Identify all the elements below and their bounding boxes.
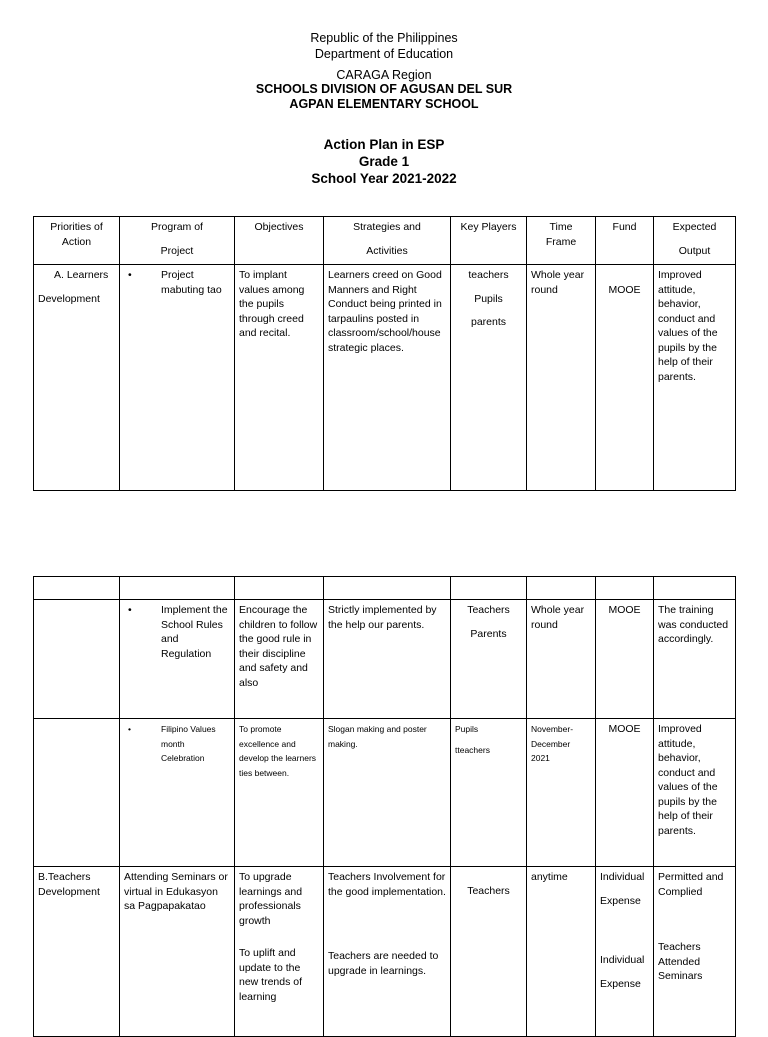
cell-priority <box>34 719 120 867</box>
header-objectives-l1: Objectives <box>254 221 304 233</box>
priority-rest: Development <box>38 292 100 305</box>
fund-1b: Expense <box>600 894 641 907</box>
cell-time-frame: Whole year round <box>527 600 596 719</box>
action-plan-table-1 <box>33 216 736 491</box>
fund-2a: Individual <box>600 954 645 966</box>
header-priorities-l2: Action <box>61 235 92 248</box>
doc-title: Action Plan in ESP <box>323 137 445 152</box>
department-line: Department of Education <box>314 47 454 61</box>
cell-output: Improved attitude, behavior, conduct and values of the pupils by the help of their parents. <box>654 265 736 491</box>
division-line: SCHOOLS DIVISION OF AGUSAN DEL SUR <box>255 82 513 96</box>
header-priorities-l1: Priorities of <box>50 221 103 233</box>
empty-cell <box>451 577 527 600</box>
empty-cell <box>596 577 654 600</box>
header-key-players-l1: Key Players <box>460 221 517 233</box>
region-line: CARAGA Region <box>336 68 432 82</box>
school-line: AGPAN ELEMENTARY SCHOOL <box>289 97 479 111</box>
empty-header-row <box>34 577 736 600</box>
cell-priority <box>34 600 120 719</box>
program-text: Filipino Values month Celebration <box>161 724 216 763</box>
doc-grade: Grade 1 <box>358 154 410 169</box>
empty-cell <box>654 577 736 600</box>
cell-strategies: Strictly implemented by the help our parents. <box>324 600 451 719</box>
program-bullet-item <box>124 722 230 766</box>
header-time-l2: Frame <box>545 235 577 248</box>
cell-time-frame: anytime <box>527 867 596 1037</box>
program-text: Project mabuting tao <box>161 269 222 296</box>
cell-priority: B.Teachers Development <box>34 867 120 1037</box>
program-text: Implement the School Rules and Regulation <box>161 604 228 660</box>
header-fund-l1: Fund <box>612 221 637 233</box>
header-program <box>120 217 235 265</box>
header-expected-l2: Output <box>678 244 711 257</box>
player-3: parents <box>470 316 507 328</box>
header-program-l2: Project <box>160 244 194 257</box>
table-row <box>34 719 736 867</box>
cell-key-players <box>451 867 527 1037</box>
doc-school-year: School Year 2021-2022 <box>311 171 457 186</box>
player-2: Parents <box>470 627 507 640</box>
header-time-l1: Time <box>549 221 573 233</box>
player-1: Teachers <box>467 885 510 897</box>
fund-2b: Expense <box>600 977 641 990</box>
cell-key-players <box>451 265 527 491</box>
header-program-l1: Program of <box>151 221 203 233</box>
program-bullet-item <box>124 603 230 661</box>
cell-program <box>120 600 235 719</box>
cell-time-frame: Whole year round <box>527 265 596 491</box>
fund-1a: Individual <box>600 871 645 883</box>
objective-1: To upgrade learnings and professionals growth <box>239 871 303 927</box>
header-expected-l1: Expected <box>672 221 717 233</box>
priority-letter: A. Learners <box>54 269 109 281</box>
empty-cell <box>324 577 451 600</box>
cell-output: Improved attitude, behavior, conduct and values of the pupils by the help of their parents. <box>654 719 736 867</box>
table-row <box>34 600 736 719</box>
player-1: teachers <box>468 269 509 281</box>
header-strategies <box>324 217 451 265</box>
player-2: Pupils <box>474 292 503 305</box>
header-priorities <box>34 217 120 265</box>
header-fund <box>596 217 654 265</box>
cell-objectives: To implant values among the pupils through creed and recital. <box>235 265 324 491</box>
table-row <box>34 867 736 1037</box>
cell-objectives: Encourage the children to follow the good rule in their discipline and safety and also <box>235 600 324 719</box>
cell-time-frame: November-December 2021 <box>527 719 596 867</box>
cell-program <box>120 719 235 867</box>
cell-objectives: To promote excellence and develop the learners ties between. <box>235 719 324 867</box>
cell-priority <box>34 265 120 491</box>
output-1: Permitted and Complied <box>658 871 724 898</box>
cell-output <box>654 867 736 1037</box>
empty-cell <box>120 577 235 600</box>
cell-objectives <box>235 867 324 1037</box>
cell-strategies <box>324 867 451 1037</box>
cell-fund: MOOE <box>596 719 654 867</box>
cell-program: Attending Seminars or virtual in Edukasyon sa Pagpapakatao <box>120 867 235 1037</box>
action-plan-table-2 <box>33 576 736 1037</box>
empty-cell <box>235 577 324 600</box>
objective-2: To uplift and update to the new trends of learning <box>239 947 303 1003</box>
empty-cell <box>527 577 596 600</box>
table-row <box>34 265 736 491</box>
header-time-frame <box>527 217 596 265</box>
cell-key-players <box>451 600 527 719</box>
header-key-players <box>451 217 527 265</box>
program-bullet-item <box>124 268 230 297</box>
output-2: Teachers Attended Seminars <box>658 941 703 982</box>
header-strategies-l2: Activities <box>366 244 408 257</box>
cell-fund <box>596 867 654 1037</box>
cell-fund: MOOE <box>596 600 654 719</box>
header-strategies-l1: Strategies and <box>353 221 421 233</box>
cell-key-players <box>451 719 527 867</box>
player-1: Pupils <box>455 724 479 734</box>
fund-text: MOOE <box>608 284 641 296</box>
cell-output: The training was conducted accordingly. <box>654 600 736 719</box>
strategy-1: Teachers Involvement for the good implementation. <box>328 871 446 898</box>
cell-strategies: Slogan making and poster making. <box>324 719 451 867</box>
header-expected-output <box>654 217 736 265</box>
cell-strategies: Learners creed on Good Manners and Right Conduct being printed in tarpaulins posted in classroom/school/house strategic places. <box>324 265 451 491</box>
republic-line: Republic of the Philippines <box>310 31 458 45</box>
cell-fund <box>596 265 654 491</box>
player-1: Teachers <box>467 604 510 616</box>
player-2: tteachers <box>455 744 490 755</box>
header-objectives <box>235 217 324 265</box>
cell-program <box>120 265 235 491</box>
empty-cell <box>34 577 120 600</box>
strategy-2: Teachers are needed to upgrade in learnings. <box>328 950 439 977</box>
header-row <box>34 217 736 265</box>
